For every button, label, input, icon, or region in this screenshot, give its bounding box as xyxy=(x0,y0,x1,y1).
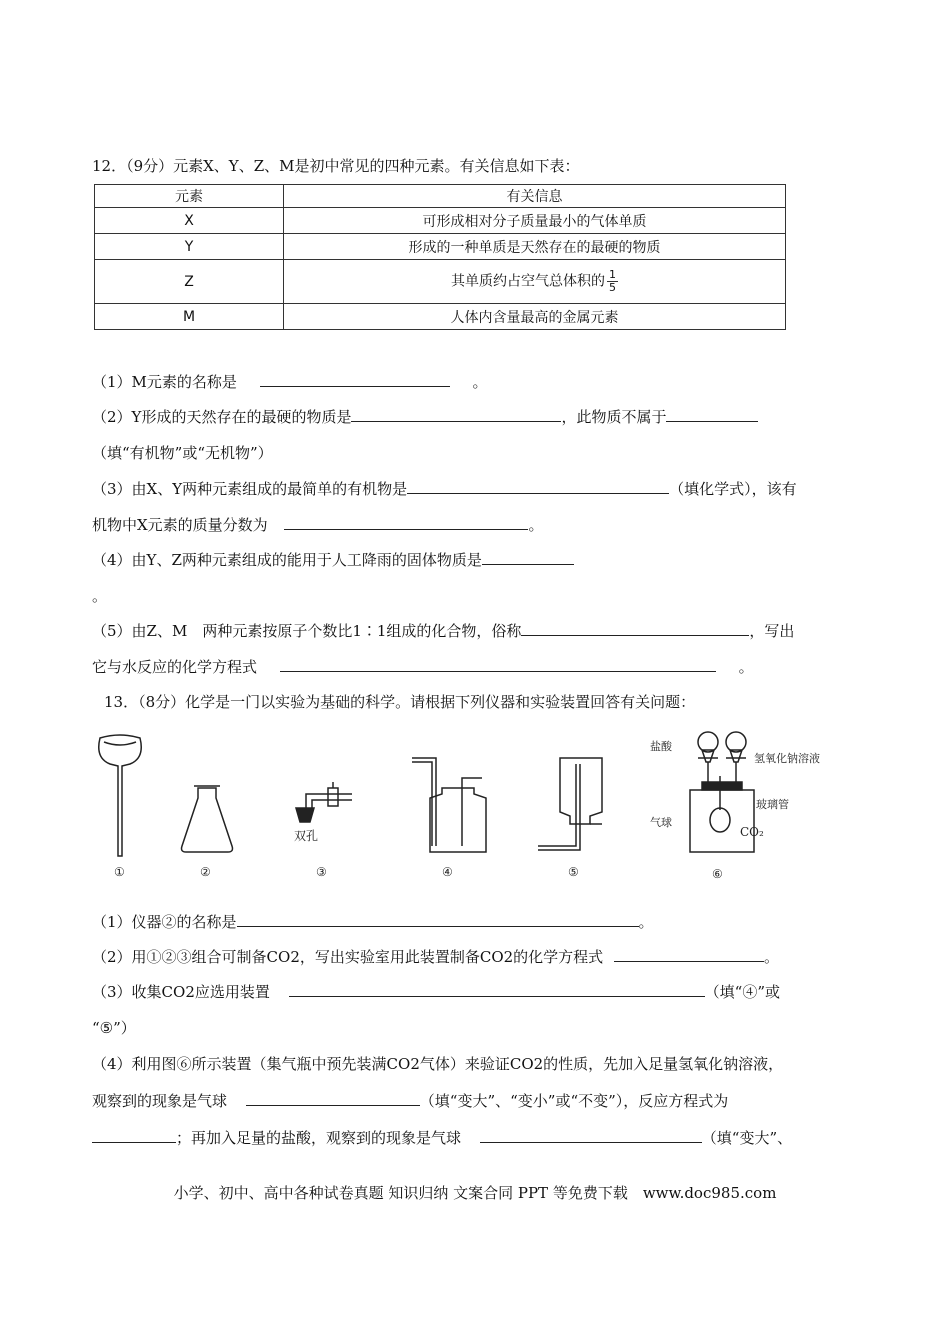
label-qiqiu: 气球 xyxy=(650,816,672,829)
two-hole-stopper-icon xyxy=(296,782,352,822)
table-cell-info: 人体内含量最高的金属元素 xyxy=(284,304,786,330)
answer-blank[interactable] xyxy=(284,515,528,530)
q12-part5-end: 。 xyxy=(738,658,754,676)
q13-part1-text: （1）仪器②的名称是 xyxy=(92,913,237,931)
table-cell-element: Y xyxy=(95,234,284,260)
answer-blank[interactable] xyxy=(246,1091,420,1106)
answer-blank[interactable] xyxy=(482,550,574,565)
table-header-info: 有关信息 xyxy=(284,185,786,208)
label-boliguan: 玻璃管 xyxy=(756,798,789,811)
apparatus-figure xyxy=(90,728,860,888)
q13-part3 xyxy=(92,982,780,1002)
q13-part2-text: （2）用①②③组合可制备CO2，写出实验室用此装置制备CO2的化学方程式 xyxy=(92,948,604,966)
long-neck-funnel-icon xyxy=(99,735,142,856)
table-cell-info: 可形成相对分子质量最小的气体单质 xyxy=(284,208,786,234)
q13-part4-text-d: ；再加入足量的盐酸，观察到的现象是气球 xyxy=(176,1129,462,1147)
table-header-element: 元素 xyxy=(95,185,284,208)
conical-flask-icon xyxy=(182,786,233,852)
q12-part5-cont xyxy=(92,657,754,677)
q13-part1 xyxy=(92,912,654,932)
q13-part3-cont: “⑤”） xyxy=(92,1019,136,1037)
q12-part3-end: 。 xyxy=(528,516,544,534)
label-co2: CO₂ xyxy=(740,825,764,839)
answer-blank[interactable] xyxy=(407,479,669,494)
table-cell-info: 形成的一种单质是天然存在的最硬的物质 xyxy=(284,234,786,260)
q12-part2-text: （2）Y形成的天然存在的最硬的物质是 xyxy=(92,408,352,426)
fraction-denominator: 5 xyxy=(609,281,616,294)
table-cell-info xyxy=(284,260,786,304)
gas-bottle-icon xyxy=(412,758,486,852)
table-row xyxy=(95,234,786,260)
q12-part3-text-c: 机物中X元素的质量分数为 xyxy=(92,516,268,534)
q12-part4 xyxy=(92,550,574,570)
answer-blank[interactable] xyxy=(614,947,764,962)
fraction-numerator: 1 xyxy=(609,268,616,281)
fraction xyxy=(607,269,618,294)
q12-part1 xyxy=(92,372,487,392)
q13-intro: 13．（8分）化学是一门以实验为基础的科学。请根据下列仪器和实验装置回答有关问题： xyxy=(104,693,696,711)
table-row xyxy=(95,208,786,234)
label-n6: ⑥ xyxy=(712,867,723,881)
answer-blank[interactable] xyxy=(92,1128,176,1143)
q12-part3-text-b: （填化学式），该有 xyxy=(669,480,797,498)
q12-part3 xyxy=(92,479,797,499)
answer-blank[interactable] xyxy=(237,912,639,927)
q13-part4-line2 xyxy=(92,1091,728,1111)
answer-blank[interactable] xyxy=(351,407,561,422)
q12-part1-text: （1）M元素的名称是 xyxy=(92,373,237,391)
q12-part3-cont xyxy=(92,515,543,535)
q13-part4-text-b: 观察到的现象是气球 xyxy=(92,1092,228,1110)
q12-part4-text: （4）由Y、Z两种元素组成的能用于人工降雨的固体物质是 xyxy=(92,551,482,569)
q12-part2 xyxy=(92,407,758,427)
q13-part4-line3 xyxy=(92,1128,792,1148)
q12-part1-end: 。 xyxy=(472,373,488,391)
q13-part4: （4）利用图⑥所示装置（集气瓶中预先装满CO2气体）来验证CO2的性质，先加入足量氢氧化钠溶液， xyxy=(92,1055,784,1073)
q13-part4-text-e: （填“变大”、 xyxy=(701,1129,793,1147)
label-yansuan: 盐酸 xyxy=(650,740,672,753)
q12-part3-text: （3）由X、Y两种元素组成的最简单的有机物是 xyxy=(92,480,408,498)
answer-blank[interactable] xyxy=(666,407,758,422)
answer-blank[interactable] xyxy=(480,1128,702,1143)
label-n4: ④ xyxy=(442,865,453,879)
q12-part5-text-c: 它与水反应的化学方程式 xyxy=(92,658,258,676)
label-n3: ③ xyxy=(316,865,327,879)
answer-blank[interactable] xyxy=(289,982,705,997)
table-row xyxy=(95,260,786,304)
table-cell-element: M xyxy=(95,304,284,330)
label-n5: ⑤ xyxy=(568,865,579,879)
q12-part5 xyxy=(92,621,794,641)
inverted-bottle-icon xyxy=(538,758,602,850)
q12-part2-text-b: ，此物质不属于 xyxy=(561,408,667,426)
q13-part2 xyxy=(92,947,779,967)
answer-blank[interactable] xyxy=(260,372,450,387)
label-n1: ① xyxy=(114,865,125,879)
label-shuangkong: 双孔 xyxy=(294,829,319,843)
q12-part5-text-b: ，写出 xyxy=(749,622,795,640)
table-cell-element: X xyxy=(95,208,284,234)
q13-part1-end: 。 xyxy=(638,913,654,931)
table-cell-info-text: 其单质约占空气总体积的 xyxy=(451,273,605,290)
answer-blank[interactable] xyxy=(280,657,716,672)
answer-blank[interactable] xyxy=(521,621,749,636)
q12-part2-cont: （填“有机物”或“无机物”） xyxy=(92,444,273,462)
q12-part4-end: 。 xyxy=(92,587,108,605)
q13-part4-text-c: （填“变大”、“变小”或“不变”），反应方程式为 xyxy=(419,1092,729,1110)
label-n2: ② xyxy=(200,865,211,879)
q13-part3-text-b: （填“④”或 xyxy=(704,983,780,1001)
table-cell-element: Z xyxy=(95,260,284,304)
q12-intro: 12．（9分）元素X、Y、Z、M是初中常见的四种元素。有关信息如下表： xyxy=(92,157,580,175)
table-header-row xyxy=(95,185,786,208)
table-row xyxy=(95,304,786,330)
page-footer: 小学、初中、高中各种试卷真题 知识归纳 文案合同 PPT 等免费下载 www.doc985.com xyxy=(173,1184,777,1202)
q12-part5-text: （5）由Z、M 两种元素按原子个数比1∶1组成的化合物，俗称 xyxy=(92,622,522,640)
q13-part3-text: （3）收集CO2应选用装置 xyxy=(92,983,270,1001)
element-info-table xyxy=(94,184,786,330)
q13-part2-end: 。 xyxy=(763,948,779,966)
label-naoh: 氢氧化钠溶液 xyxy=(754,752,820,765)
